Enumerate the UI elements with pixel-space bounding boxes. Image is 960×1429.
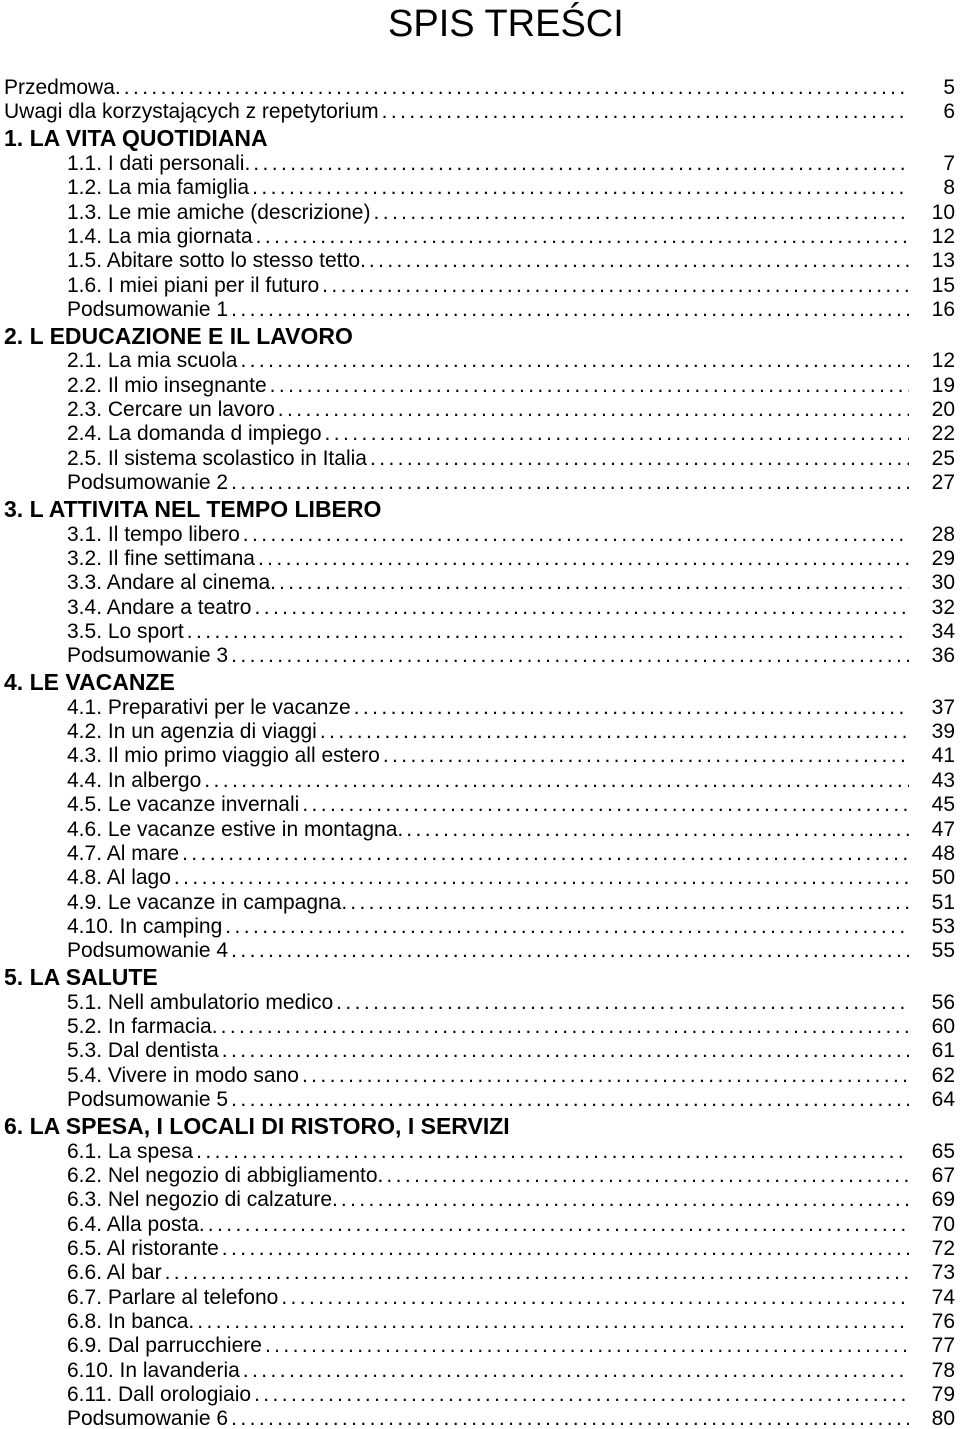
toc-entry (0, 990, 955, 1014)
dot-leader (341, 1191, 909, 1209)
page-number: 7 (943, 151, 955, 175)
entry-title: 4.2. In un agenzia di viaggi (67, 720, 317, 744)
page-number: 76 (931, 1309, 955, 1333)
toc-entry (0, 249, 955, 273)
chapter-heading (0, 669, 955, 696)
toc-entry (0, 151, 955, 175)
entry-title: 1.6. I miei piani per il futuro (67, 273, 320, 297)
toc-entry (0, 1188, 955, 1212)
dot-leader (231, 474, 909, 492)
page-number: 50 (931, 866, 955, 890)
toc-entry (0, 1407, 955, 1429)
page-number: 27 (931, 471, 955, 495)
entry-title: 3.1. Il tempo libero (67, 522, 240, 546)
entry-title: 2.4. La domanda d impiego (67, 422, 322, 446)
page-number: 19 (931, 373, 955, 397)
dot-leader (302, 1067, 909, 1085)
dot-leader (336, 994, 909, 1012)
dot-leader (222, 1042, 909, 1060)
chapter-heading (0, 322, 955, 349)
dot-leader (265, 1337, 909, 1355)
toc-entry (0, 914, 955, 938)
dot-leader (383, 747, 909, 765)
dot-leader (369, 252, 909, 270)
toc-entry (0, 100, 955, 124)
dot-leader (406, 821, 909, 839)
toc-entry (0, 273, 955, 297)
chapter-heading (0, 1112, 955, 1139)
chapter-title: 2. L EDUCAZIONE E IL LAVORO (4, 322, 353, 349)
toc-entry (0, 1088, 955, 1112)
toc-entry (0, 349, 955, 373)
page-number: 74 (931, 1285, 955, 1309)
entry-title: 4.10. In camping (67, 914, 223, 938)
entry-title: Podsumowanie 2 (67, 471, 229, 495)
entry-title: 1.5. Abitare sotto lo stesso tetto. (67, 249, 366, 273)
toc-entry (0, 1285, 955, 1309)
dot-leader (204, 772, 909, 790)
entry-title: 3.2. Il fine settimana (67, 546, 255, 570)
page-number: 73 (931, 1261, 955, 1285)
entry-title: Podsumowanie 1 (67, 297, 229, 321)
page-number: 32 (931, 595, 955, 619)
dot-leader (270, 377, 909, 395)
entry-title: 6.4. Alla posta. (67, 1212, 205, 1236)
dot-leader (370, 450, 909, 468)
dot-leader (182, 845, 909, 863)
entry-title: 1.4. La mia giornata (67, 224, 253, 248)
toc-entry (0, 224, 955, 248)
chapter-title: 3. L ATTIVITA NEL TEMPO LIBERO (4, 495, 382, 522)
page-number: 51 (931, 890, 955, 914)
entry-title: 6.3. Nel negozio di calzature. (67, 1188, 338, 1212)
page-number: 30 (931, 571, 955, 595)
dot-leader (252, 179, 909, 197)
toc-entry (0, 546, 955, 570)
toc-entry (0, 1015, 955, 1039)
toc-entry (0, 619, 955, 643)
dot-leader (254, 1386, 909, 1404)
toc-entry (0, 644, 955, 668)
toc-entry (0, 1139, 955, 1163)
dot-leader (231, 1410, 909, 1428)
dot-leader (279, 574, 909, 592)
page-number: 41 (931, 744, 955, 768)
entry-title: 1.1. I dati personali. (67, 151, 251, 175)
dot-leader (350, 894, 909, 912)
entry-title: 4.3. Il mio primo viaggio all estero (67, 744, 380, 768)
dot-leader (281, 1289, 909, 1307)
table-of-contents (0, 76, 955, 1429)
entry-title: 6.11. Dall orologiaio (67, 1383, 252, 1406)
toc-entry (0, 1163, 955, 1187)
entry-title: Przedmowa. (4, 76, 121, 99)
page-number: 15 (931, 273, 955, 297)
toc-entry (0, 373, 955, 397)
chapter-title: 6. LA SPESA, I LOCALI DI RISTORO, I SERVIZI (4, 1112, 510, 1139)
toc-entry (0, 595, 955, 619)
toc-entry (0, 768, 955, 792)
dot-leader (231, 942, 909, 960)
entry-title: 4.1. Preparativi per le vacanze (67, 695, 351, 719)
toc-entry (0, 817, 955, 841)
dot-leader (231, 1091, 909, 1109)
page-number: 69 (931, 1188, 955, 1212)
dot-leader (354, 699, 909, 717)
toc-entry (0, 793, 955, 817)
page-number: 56 (931, 990, 955, 1014)
page-number: 37 (931, 695, 955, 719)
page-number: 10 (931, 200, 955, 224)
toc-entry (0, 297, 955, 321)
dot-leader (254, 599, 909, 617)
dot-leader (253, 155, 909, 173)
entry-title: 6.10. In lavanderia (67, 1358, 240, 1382)
entry-title: 6.7. Parlare al telefono (67, 1285, 279, 1309)
entry-title: 2.1. La mia scuola (67, 349, 238, 373)
chapter-heading (0, 963, 955, 990)
toc-entry (0, 1309, 955, 1333)
toc-entry (0, 1236, 955, 1260)
page-number: 39 (931, 720, 955, 744)
toc-entry (0, 720, 955, 744)
page-number: 12 (931, 224, 955, 248)
dot-leader (197, 1313, 909, 1331)
entry-title: 1.3. Le mie amiche (descrizione) (67, 200, 371, 224)
dot-leader (322, 277, 909, 295)
toc-entry (0, 1383, 955, 1406)
toc-entry (0, 176, 955, 200)
dot-leader (174, 869, 909, 887)
toc-entry (0, 76, 955, 99)
entry-title: 5.4. Vivere in modo sano (67, 1063, 299, 1087)
page-number: 62 (931, 1063, 955, 1087)
entry-title: Uwagi dla korzystających z repetytorium (4, 100, 379, 124)
entry-title: 2.3. Cercare un lavoro (67, 398, 275, 422)
chapter-heading (0, 125, 955, 152)
page-number: 65 (931, 1139, 955, 1163)
dot-leader (208, 1216, 909, 1234)
dot-leader (243, 526, 909, 544)
entry-title: 3.5. Lo sport (67, 619, 184, 643)
chapter-title: 4. LE VACANZE (4, 669, 175, 696)
page-number: 13 (931, 249, 955, 273)
dot-leader (278, 401, 909, 419)
page-number: 67 (931, 1163, 955, 1187)
page-number: 72 (931, 1236, 955, 1260)
page-number: 36 (931, 644, 955, 668)
page-number: 6 (943, 100, 955, 124)
dot-leader (225, 918, 909, 936)
page-title: SPIS TREŚCI (388, 3, 624, 45)
dot-leader (386, 1167, 909, 1185)
toc-entry (0, 522, 955, 546)
toc-entry (0, 398, 955, 422)
page-number: 34 (931, 619, 955, 643)
entry-title: 4.4. In albergo (67, 768, 202, 792)
dot-leader (240, 352, 909, 370)
toc-entry (0, 571, 955, 595)
page-number: 12 (931, 349, 955, 373)
page-number: 61 (931, 1039, 955, 1063)
entry-title: 5.2. In farmacia. (67, 1015, 218, 1039)
entry-title: 4.6. Le vacanze estive in montagna. (67, 817, 404, 841)
toc-entry (0, 446, 955, 470)
toc-entry (0, 866, 955, 890)
dot-leader (258, 550, 909, 568)
toc-entry (0, 939, 955, 963)
page-number: 5 (943, 76, 955, 99)
entry-title: Podsumowanie 5 (67, 1088, 229, 1112)
dot-leader (196, 1143, 909, 1161)
dot-leader (221, 1018, 909, 1036)
toc-entry (0, 841, 955, 865)
toc-entry (0, 695, 955, 719)
page-number: 78 (931, 1358, 955, 1382)
page-number: 25 (931, 446, 955, 470)
page-number: 55 (931, 939, 955, 963)
chapter-heading (0, 495, 955, 522)
toc-entry (0, 471, 955, 495)
page-number: 8 (943, 176, 955, 200)
entry-title: 6.1. La spesa (67, 1139, 194, 1163)
page-number: 16 (931, 297, 955, 321)
dot-leader (165, 1264, 909, 1282)
dot-leader (382, 103, 909, 121)
entry-title: 4.7. Al mare (67, 841, 180, 865)
entry-title: 6.6. Al bar (67, 1261, 162, 1285)
dot-leader (320, 723, 909, 741)
entry-title: Podsumowanie 4 (67, 939, 229, 963)
entry-title: 6.9. Dal parrucchiere (67, 1334, 262, 1358)
entry-title: 2.2. Il mio insegnante (67, 373, 267, 397)
toc-entry (0, 1063, 955, 1087)
entry-title: 4.8. Al lago (67, 866, 171, 890)
entry-title: 6.5. Al ristorante (67, 1236, 219, 1260)
chapter-title: 5. LA SALUTE (4, 963, 158, 990)
toc-entry (0, 1261, 955, 1285)
page-number: 47 (931, 817, 955, 841)
page-number: 20 (931, 398, 955, 422)
toc-entry (0, 200, 955, 224)
dot-leader (187, 623, 909, 641)
page-number: 29 (931, 546, 955, 570)
page-number: 53 (931, 914, 955, 938)
dot-leader (256, 228, 909, 246)
entry-title: Podsumowanie 6 (67, 1407, 229, 1429)
entry-title: 3.4. Andare a teatro (67, 595, 252, 619)
page-number: 64 (931, 1088, 955, 1112)
page-number: 77 (931, 1334, 955, 1358)
dot-leader (325, 425, 909, 443)
page-number: 22 (931, 422, 955, 446)
dot-leader (373, 204, 909, 222)
page-number: 43 (931, 768, 955, 792)
dot-leader (231, 301, 909, 319)
entry-title: 4.5. Le vacanze invernali (67, 793, 300, 817)
entry-title: 5.1. Nell ambulatorio medico (67, 990, 334, 1014)
entry-title: 3.3. Andare al cinema. (67, 571, 276, 595)
entry-title: 6.8. In banca. (67, 1309, 195, 1333)
toc-entry (0, 1334, 955, 1358)
dot-leader (243, 1362, 909, 1380)
page-number: 48 (931, 841, 955, 865)
page-number: 60 (931, 1015, 955, 1039)
chapter-title: 1. LA VITA QUOTIDIANA (4, 125, 268, 152)
page-number: 45 (931, 793, 955, 817)
toc-entry (0, 1358, 955, 1382)
entry-title: 1.2. La mia famiglia (67, 176, 250, 200)
dot-leader (222, 1240, 909, 1258)
page-number: 70 (931, 1212, 955, 1236)
toc-entry (0, 422, 955, 446)
toc-entry (0, 1039, 955, 1063)
dot-leader (302, 796, 909, 814)
entry-title: 2.5. Il sistema scolastico in Italia (67, 446, 367, 470)
dot-leader (231, 647, 909, 665)
page-number: 28 (931, 522, 955, 546)
toc-entry (0, 744, 955, 768)
entry-title: 6.2. Nel negozio di abbigliamento. (67, 1163, 384, 1187)
page-number: 80 (931, 1407, 955, 1429)
entry-title: 4.9. Le vacanze in campagna. (67, 890, 348, 914)
toc-entry (0, 1212, 955, 1236)
page-number: 79 (931, 1383, 955, 1406)
entry-title: 5.3. Dal dentista (67, 1039, 219, 1063)
dot-leader (124, 79, 909, 97)
entry-title: Podsumowanie 3 (67, 644, 229, 668)
toc-entry (0, 890, 955, 914)
